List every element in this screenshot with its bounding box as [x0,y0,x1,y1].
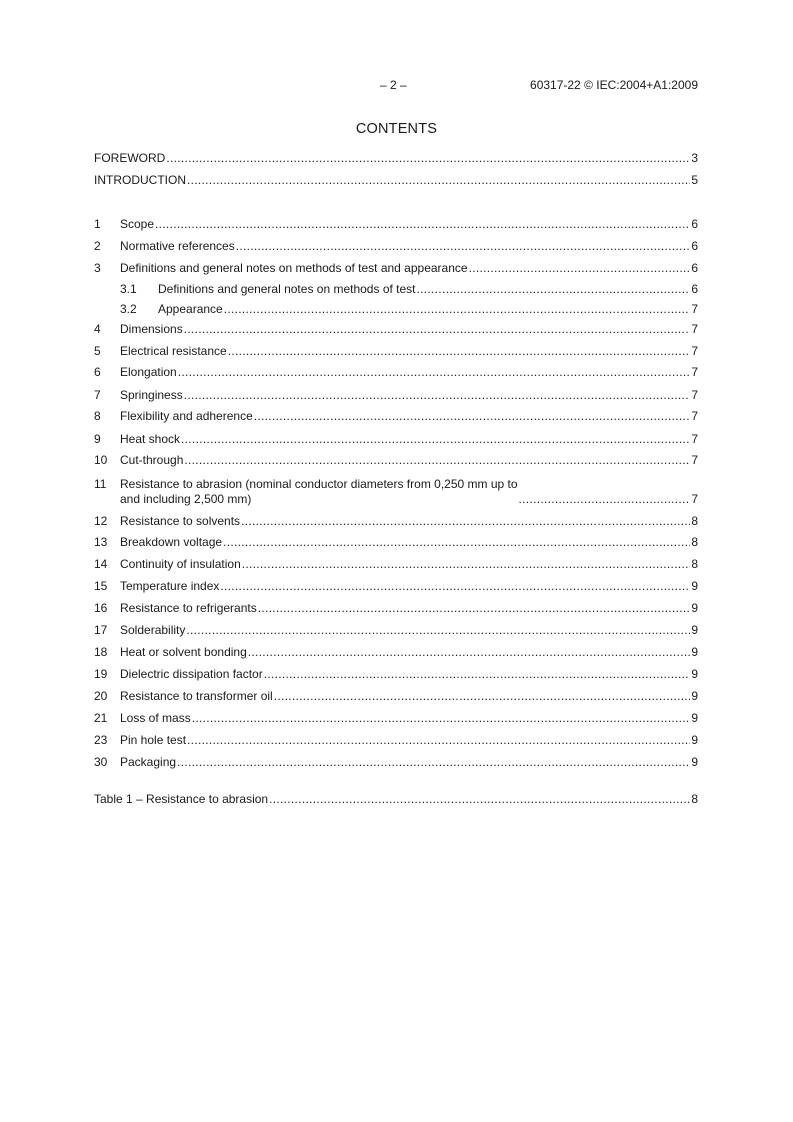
toc-subentry[interactable] [120,302,698,317]
toc-leader [469,261,691,276]
toc-entry[interactable] [94,322,698,337]
toc-entry[interactable] [94,579,698,594]
toc-page: 8 [691,792,698,806]
toc-leader [254,409,691,424]
toc-number: 15 [94,579,108,593]
toc-page: 3 [691,151,698,165]
toc-label: Appearance [158,302,223,316]
toc-number: 23 [94,733,108,747]
toc-leader [177,755,690,770]
toc-leader [269,792,690,807]
toc-number: 1 [94,217,101,231]
toc-number: 13 [94,535,108,549]
toc-label: Definitions and general notes on methods of test and appearance [120,261,468,275]
toc-label: Dielectric dissipation factor [120,667,263,681]
toc-label-line: Resistance to abrasion (nominal conductor diameters from 0,250 mm up to [120,477,518,491]
toc-leader [241,514,690,529]
toc-leader [258,601,691,616]
toc-label: Definitions and general notes on methods of test [158,282,416,296]
toc-label: Heat shock [120,432,181,446]
toc-label: Solderability [120,623,186,637]
toc-entry[interactable] [94,733,698,748]
toc-leader [224,302,691,317]
toc-number: 16 [94,601,108,615]
toc-label: Table 1 – Resistance to abrasion [94,792,269,806]
toc-number: 30 [94,755,108,769]
toc-entry[interactable] [94,667,698,682]
toc-leader [236,239,691,254]
toc-leader [187,173,690,188]
toc-label: Pin hole test [120,733,187,747]
toc-number: 3 [94,261,101,275]
toc-entry[interactable] [94,535,698,550]
toc-label: Resistance to solvents [120,514,241,528]
toc-label: Resistance to transformer oil [120,689,273,703]
toc-entry[interactable] [94,409,698,424]
toc-entry[interactable] [94,239,698,254]
toc-entry[interactable] [94,755,698,770]
toc-leader [181,432,690,447]
toc-number: 18 [94,645,108,659]
toc-number: 19 [94,667,108,681]
toc-leader [187,733,690,748]
toc-page: 7 [691,388,698,402]
toc-number: 8 [94,409,101,423]
toc-number: 9 [94,432,101,446]
toc-page: 7 [691,365,698,379]
toc-label: Cut-through [120,453,184,467]
toc-label: Elongation [120,365,177,379]
toc-leader [220,579,690,594]
toc-page: 9 [691,645,698,659]
toc-label: Normative references [120,239,235,253]
toc-entry[interactable] [94,261,698,276]
toc-number: 14 [94,557,108,571]
toc-entry[interactable] [94,711,698,726]
toc-entry[interactable] [94,365,698,380]
toc-leader [228,344,691,359]
toc-leader [184,322,691,337]
toc-label-line: and including 2,500 mm) [120,492,252,506]
contents-title: CONTENTS [355,121,438,137]
toc-entry[interactable] [94,388,698,403]
toc-leader [166,151,690,166]
toc-page: 9 [691,733,698,747]
toc-page: 7 [691,453,698,467]
toc-label: Scope [120,217,155,231]
toc-page: 7 [691,409,698,423]
toc-page: 8 [691,514,698,528]
toc-label: Heat or solvent bonding [120,645,247,659]
toc-leader [223,535,690,550]
toc-page: 7 [691,344,698,358]
toc-label: Flexibility and adherence [120,409,253,423]
toc-label: Loss of mass [120,711,191,725]
toc-leader [417,282,691,297]
toc-leader [192,711,691,726]
toc-label: Resistance to refrigerants [120,601,257,615]
toc-page: 7 [691,322,698,336]
toc-leader [155,217,690,232]
toc-entry-table-1[interactable] [94,792,698,807]
toc-page: 7 [691,302,698,316]
toc-entry[interactable] [94,344,698,359]
toc-number: 6 [94,365,101,379]
toc-entry[interactable] [94,432,698,447]
toc-page: 7 [691,492,698,506]
toc-leader [184,388,691,403]
toc-page: 5 [691,173,698,187]
toc-label: Packaging [120,755,177,769]
toc-page: 8 [691,535,698,549]
toc-number: 12 [94,514,108,528]
toc-page: 9 [691,689,698,703]
toc-label [120,477,518,507]
page-header [0,78,793,94]
toc-label: Temperature index [120,579,220,593]
toc-number: 3.2 [120,302,137,316]
toc-entry[interactable] [94,477,698,507]
toc-leader [242,557,691,572]
toc-page: 9 [691,667,698,681]
toc-entry-foreword[interactable] [94,151,698,166]
toc-entry[interactable] [94,645,698,660]
toc-number: 21 [94,711,108,725]
toc-entry-introduction[interactable] [94,173,698,188]
toc-entry[interactable] [94,689,698,704]
toc-page: 6 [691,282,698,296]
toc-label: Dimensions [120,322,183,336]
toc-page: 8 [691,557,698,571]
toc-label: INTRODUCTION [94,173,186,187]
toc-leader [186,623,690,638]
toc-leader [184,453,690,468]
toc-number: 2 [94,239,101,253]
toc-page: 6 [691,261,698,275]
toc-label: Electrical resistance [120,344,227,358]
toc-number: 17 [94,623,108,637]
toc-number: 10 [94,453,108,467]
toc-entry[interactable] [94,601,698,616]
toc-leader [178,365,691,380]
toc-leader [264,667,691,682]
toc-label: Springiness [120,388,183,402]
toc-page: 6 [691,217,698,231]
toc-page: 9 [691,711,698,725]
toc-entry[interactable] [94,217,698,232]
toc-page: 9 [691,755,698,769]
toc-leader [248,645,691,660]
toc-number: 11 [94,477,107,491]
toc-entry[interactable] [94,623,698,638]
page-number: – 2 – [380,78,407,92]
toc-leader [519,492,691,507]
toc-label: Breakdown voltage [120,535,223,549]
toc-entry[interactable] [94,557,698,572]
toc-page: 6 [691,239,698,253]
toc-entry[interactable] [94,453,698,468]
toc-number: 3.1 [120,282,137,296]
toc-page: 9 [691,623,698,637]
toc-label: FOREWORD [94,151,166,165]
toc-number: 4 [94,322,101,336]
toc-subentry[interactable] [120,282,698,297]
toc-number: 7 [94,388,101,402]
toc-label: Continuity of insulation [120,557,241,571]
toc-entry[interactable] [94,514,698,529]
toc-number: 5 [94,344,101,358]
toc-number: 20 [94,689,108,703]
document-reference: 60317-22 © IEC:2004+A1:2009 [530,78,698,92]
toc-page: 7 [691,432,698,446]
toc-page: 9 [691,601,698,615]
toc-leader [274,689,691,704]
toc-page: 9 [691,579,698,593]
